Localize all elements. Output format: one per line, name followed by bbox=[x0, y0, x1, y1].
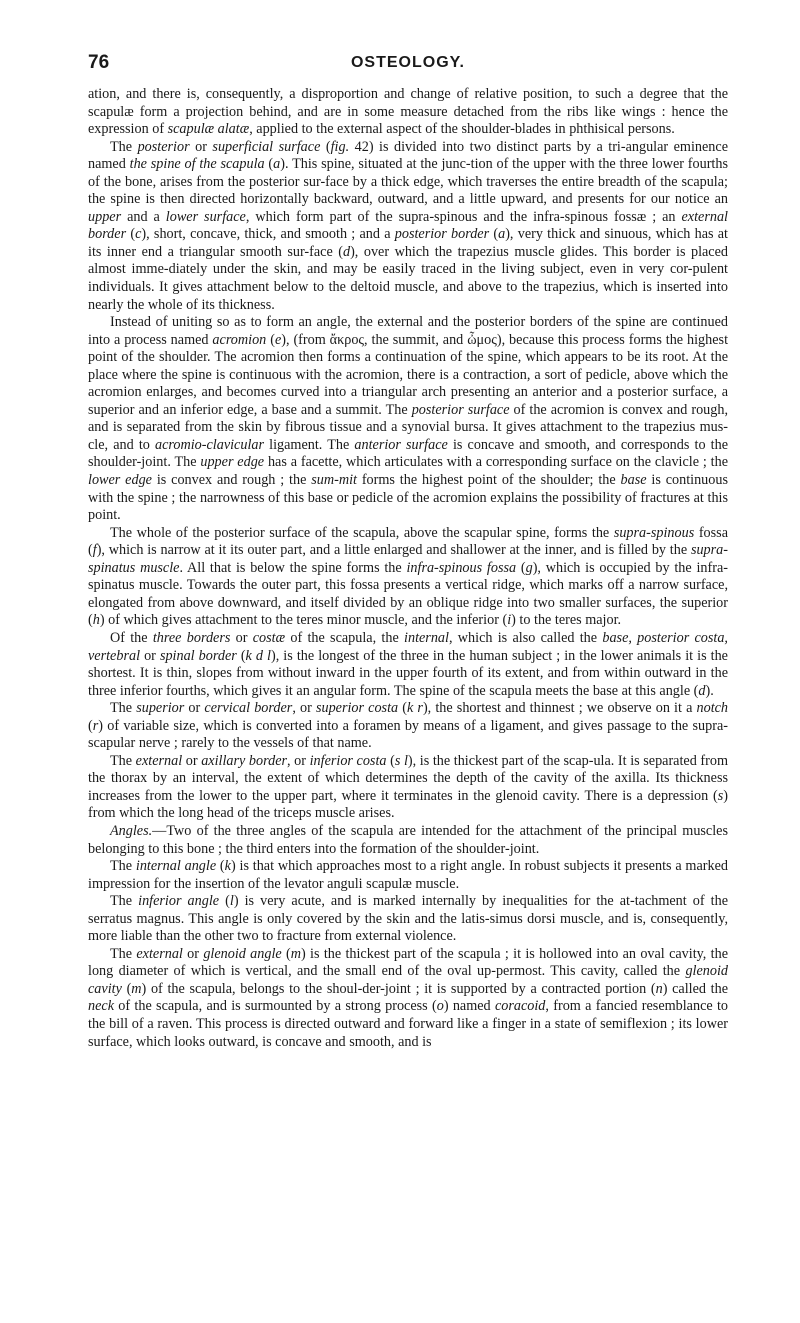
paragraph bbox=[88, 823, 728, 858]
text-run: The bbox=[110, 752, 136, 769]
paragraph bbox=[88, 525, 728, 630]
italic-run: f bbox=[92, 542, 97, 559]
italic-run: m bbox=[131, 980, 142, 997]
italic-run: cervical border bbox=[204, 700, 293, 717]
italic-run: s l bbox=[394, 752, 408, 769]
italic-run: r bbox=[92, 717, 99, 734]
italic-run: acromion bbox=[212, 331, 267, 348]
text-run: The bbox=[110, 945, 137, 962]
italic-run: glenoid angle bbox=[203, 945, 282, 962]
paragraph bbox=[88, 314, 728, 525]
paragraph bbox=[88, 630, 728, 700]
italic-run: inferior costa bbox=[309, 752, 387, 769]
text-run: ). This spine, situated at the junc-tion of the upper with the three lower fourths of the bone, arises from the posterior sur-face by a thick edge, which traverses the entire breadth of the scapula; the spine is then directed horizontally backward, outward, and a little upward, and presents for our notice an bbox=[88, 156, 728, 208]
italic-run: l bbox=[229, 893, 234, 910]
text-run: ( bbox=[264, 156, 274, 173]
paragraph bbox=[88, 139, 728, 314]
paragraph bbox=[88, 858, 728, 893]
text-run: ) is the thickest part of the scapula ; it is hollowed into an oval cavity, the long diameter of which is vertical, and the small end of the oval up-permost. This cavity, called the bbox=[88, 945, 728, 980]
text-run: ). bbox=[705, 682, 714, 699]
text-run: The bbox=[110, 893, 139, 910]
italic-run: neck bbox=[88, 998, 114, 1015]
italic-run: upper edge bbox=[200, 454, 265, 471]
italic-run: k r bbox=[406, 700, 423, 717]
italic-run: superior costa bbox=[315, 700, 399, 717]
text-run: ( bbox=[386, 752, 395, 769]
text-run: 42) is divided into two distinct parts by a tri-angular eminence named bbox=[88, 138, 728, 173]
text-run: , from a fancied resemblance to the bill of a raven. This process is directed outward and forward like a finger in a state of semiflexion ; its lower surface, which looks outward, is concave and smooth, and is bbox=[88, 998, 729, 1050]
italic-run: external bbox=[136, 945, 183, 962]
italic-run: base, posterior costa, vertebral bbox=[88, 629, 728, 664]
text-run: ( bbox=[216, 858, 225, 875]
text-run: ( bbox=[281, 945, 291, 962]
text-run: or bbox=[189, 138, 213, 155]
text-run: The bbox=[110, 138, 138, 155]
italic-run: s bbox=[717, 787, 724, 804]
text-run: ) is that which approaches most to a right angle. In robust subjects it presents a marked impression for the insertion of the levator anguli scapulæ muscle. bbox=[88, 858, 728, 892]
text-run: ) of the scapula, belongs to the shoul-der-joint ; it is supported by a contracted portion ( bbox=[141, 980, 656, 997]
page-number: 76 bbox=[88, 52, 110, 73]
text-run: ( bbox=[121, 980, 132, 997]
text-run: ), is the longest of the three in the human subject ; in the lower animals it is the shortest. It is thin, slopes from without inward in the upper fourth of its extent, and from within outward in the three inferior fourths, which gives it an angular form. The spine of the scapula meets the base at this angle ( bbox=[88, 647, 728, 699]
text-run: The bbox=[110, 858, 136, 875]
text-run: is continuous with the spine ; the narrowness of this base or pedicle of the acromion explains the possibility of fractures at this point. bbox=[88, 472, 728, 524]
text-run: ), (from ἄκρος, the summit, and ὦμος), because this process forms the highest point of the shoulder. The acromion then forms a continuation of the spine, which appears to be its root. At the place where the spine is continuous with the acromion, there is a contraction, a sort of pedicle, above which the acromion enlarges, and becomes curved into a triangular arch presenting an anterior and a posterior surface, a superior and an inferior edge, a base and a summit. The bbox=[88, 331, 729, 418]
italic-run: a bbox=[498, 226, 506, 243]
text-run: The whole of the posterior surface of the scapula, above the scapular spine, forms the bbox=[110, 524, 614, 541]
text-run: forms the highest point of the shoulder; the bbox=[356, 472, 621, 489]
text-run: ( bbox=[88, 717, 93, 734]
text-run: ation, and there is, consequently, a disproportion and change of relative position, to such a degree that the scapulæ form a projection behind, and are in some measure detached from the ribs like wings : hence the expression of bbox=[88, 86, 728, 138]
italic-run: costæ bbox=[252, 629, 286, 646]
text-run: ) of variable size, which is converted into a foramen by means of a ligament, and gives passage to the supra-scapular nerve ; rarely to the vessels of that name. bbox=[88, 717, 728, 752]
italic-run: d bbox=[698, 682, 706, 699]
text-run: ) from which the long head of the triceps muscle arises. bbox=[88, 787, 728, 822]
italic-run: the spine of the scapula bbox=[129, 156, 265, 173]
italic-run: superficial surface bbox=[212, 138, 321, 155]
text-run: ( bbox=[266, 331, 275, 348]
text-run: ), short, concave, thick, and smooth ; and a bbox=[141, 226, 395, 243]
text-run: ), which is narrow at it its outer part, and a little enlarged and shallower at the inner, and is filled by the bbox=[96, 542, 691, 559]
italic-run: anterior surface bbox=[354, 436, 448, 453]
italic-run: inferior angle bbox=[138, 893, 220, 910]
text-run: ), over which the trapezius muscle glides. This border is placed almost imme-diately under the skin, and may be easily traced in the living subject, even in very cor-pulent individuals. It gives attachment below to the deltoid muscle, and above to the trapezius, which is inserted into nearly the whole of its thickness. bbox=[88, 243, 728, 313]
text-run: or bbox=[184, 700, 205, 717]
italic-run: posterior surface bbox=[411, 401, 510, 418]
italic-run: h bbox=[92, 612, 100, 629]
text-run: ), the shortest and thinnest ; we observe on it a bbox=[422, 700, 697, 717]
italic-run: Angles. bbox=[110, 822, 153, 839]
italic-run: superior bbox=[136, 700, 185, 717]
italic-run: external bbox=[135, 752, 183, 769]
body-text bbox=[88, 86, 728, 1051]
italic-run: n bbox=[655, 980, 663, 997]
italic-run: external border bbox=[88, 208, 728, 243]
page-header bbox=[88, 52, 728, 76]
italic-run: g bbox=[525, 559, 533, 576]
text-run: ) to the teres major. bbox=[511, 612, 622, 629]
text-run: of the scapula, the bbox=[285, 629, 405, 646]
text-run: ligament. The bbox=[264, 436, 355, 453]
paragraph bbox=[88, 893, 728, 946]
text-run: , or bbox=[287, 752, 310, 769]
italic-run: posterior bbox=[137, 138, 190, 155]
text-run: is concave and smooth, and corresponds to the shoulder-joint. The bbox=[88, 436, 728, 471]
text-run: ), very thick and sinuous, which has at its inner end a triangular smooth sur-face ( bbox=[88, 226, 728, 260]
italic-run: a bbox=[273, 156, 281, 173]
italic-run: spinal border bbox=[159, 647, 237, 664]
italic-run: lower edge bbox=[88, 472, 152, 489]
text-run: ) of which gives attachment to the teres minor muscle, and the inferior ( bbox=[99, 612, 508, 629]
italic-run: internal angle bbox=[135, 858, 217, 875]
text-run: fossa ( bbox=[88, 524, 728, 559]
text-run: ) is very acute, and is marked internally by inequalities for the at-tachment of the serratus magnus. This angle is only covered by the skin and the latis-simus dorsi muscle, and is, consequently, more liable than the other two to fracture from external violence. bbox=[88, 893, 728, 945]
italic-run: scapulæ alatæ bbox=[167, 121, 250, 138]
italic-run: three borders bbox=[152, 629, 231, 646]
text-run: has a facette, which articulates with a corresponding surface on the clavicle ; the bbox=[264, 454, 728, 471]
text-run: ( bbox=[489, 226, 499, 243]
text-run: , applied to the external aspect of the shoulder-blades in phthisical persons. bbox=[249, 121, 675, 138]
text-run: ) called the bbox=[662, 980, 728, 997]
text-run: is convex and rough ; the bbox=[151, 472, 312, 489]
italic-run: e bbox=[274, 331, 282, 348]
paragraph bbox=[88, 753, 728, 823]
paragraph bbox=[88, 946, 728, 1051]
italic-run: k bbox=[224, 858, 231, 875]
text-run: or bbox=[140, 647, 160, 664]
text-run: ) named bbox=[443, 998, 495, 1015]
text-run: ( bbox=[219, 893, 230, 910]
italic-run: c bbox=[135, 226, 142, 243]
italic-run: fig. bbox=[330, 138, 350, 155]
text-run: or bbox=[230, 629, 253, 646]
italic-run: upper bbox=[88, 208, 122, 225]
text-run: Instead of uniting so as to form an angle, the external and the posterior borders of the spine are continued into a process named bbox=[88, 314, 728, 348]
text-run: ( bbox=[126, 226, 136, 243]
text-run: —Two of the three angles of the scapula are intended for the attachment of the principal muscles belonging to this bone ; the third enters into the formation of the shoulder-joint. bbox=[88, 822, 728, 857]
text-run: or bbox=[182, 752, 202, 769]
text-run: ( bbox=[320, 138, 331, 155]
italic-run: m bbox=[290, 945, 301, 962]
italic-run: d bbox=[342, 243, 351, 260]
text-run: ), is the thickest part of the scap-ula. It is separated from the thorax by an interval, the extent of which determines the depth of the cavity of the axilla. Its thickness increases from the lower to the upper part, where it terminates in the glenoid cavity. There is a depression ( bbox=[88, 752, 728, 804]
italic-run: coracoid bbox=[494, 998, 546, 1015]
text-run: , or bbox=[292, 700, 316, 717]
italic-run: i bbox=[507, 612, 512, 629]
italic-run: infra-spinous fossa bbox=[406, 559, 517, 576]
italic-run: posterior border bbox=[394, 226, 490, 243]
text-run: ( bbox=[236, 647, 246, 664]
text-run: , which form part of the supra-spinous and the infra-spinous fossæ ; an bbox=[245, 208, 682, 225]
italic-run: glenoid cavity bbox=[88, 963, 728, 997]
italic-run: acromio-clavicular bbox=[155, 436, 265, 453]
italic-run: supra-spinous bbox=[613, 524, 695, 541]
italic-run: internal bbox=[404, 629, 449, 646]
text-run: ), which is occupied by the infra-spinatus muscle. Towards the outer part, this fossa presents a vertical ridge, which marks off a narrow surface, elongated from above downward, and itself divided by an oblique ridge into two smaller surfaces, the superior ( bbox=[88, 559, 728, 629]
italic-run: k d l bbox=[245, 647, 271, 664]
italic-run: axillary border bbox=[201, 752, 288, 769]
running-head: OSTEOLOGY. bbox=[350, 54, 465, 71]
italic-run: supra-spinatus muscle bbox=[88, 542, 728, 576]
text-run: ( bbox=[516, 559, 526, 576]
text-run: and a bbox=[121, 208, 166, 225]
text-run: or bbox=[182, 945, 204, 962]
text-run: Of the bbox=[110, 629, 153, 646]
text-run: ( bbox=[398, 700, 407, 717]
text-run: The bbox=[110, 700, 137, 717]
text-run: of the acromion is convex and rough, and is separated from the skin by fibrous tissue and a synovial bursa. It gives attachment to the trapezius mus-cle, and to bbox=[88, 401, 728, 453]
paragraph bbox=[88, 700, 728, 753]
text-run: . All that is below the spine forms the bbox=[179, 559, 407, 576]
italic-run: notch bbox=[696, 700, 729, 717]
text-run: , which is also called the bbox=[448, 629, 603, 646]
italic-run: sum-mit bbox=[311, 472, 357, 489]
paragraph bbox=[88, 86, 728, 139]
text-run: of the scapula, and is surmounted by a strong process ( bbox=[114, 998, 437, 1015]
italic-run: base bbox=[620, 472, 647, 489]
italic-run: lower surface bbox=[165, 208, 246, 225]
italic-run: o bbox=[436, 998, 444, 1015]
